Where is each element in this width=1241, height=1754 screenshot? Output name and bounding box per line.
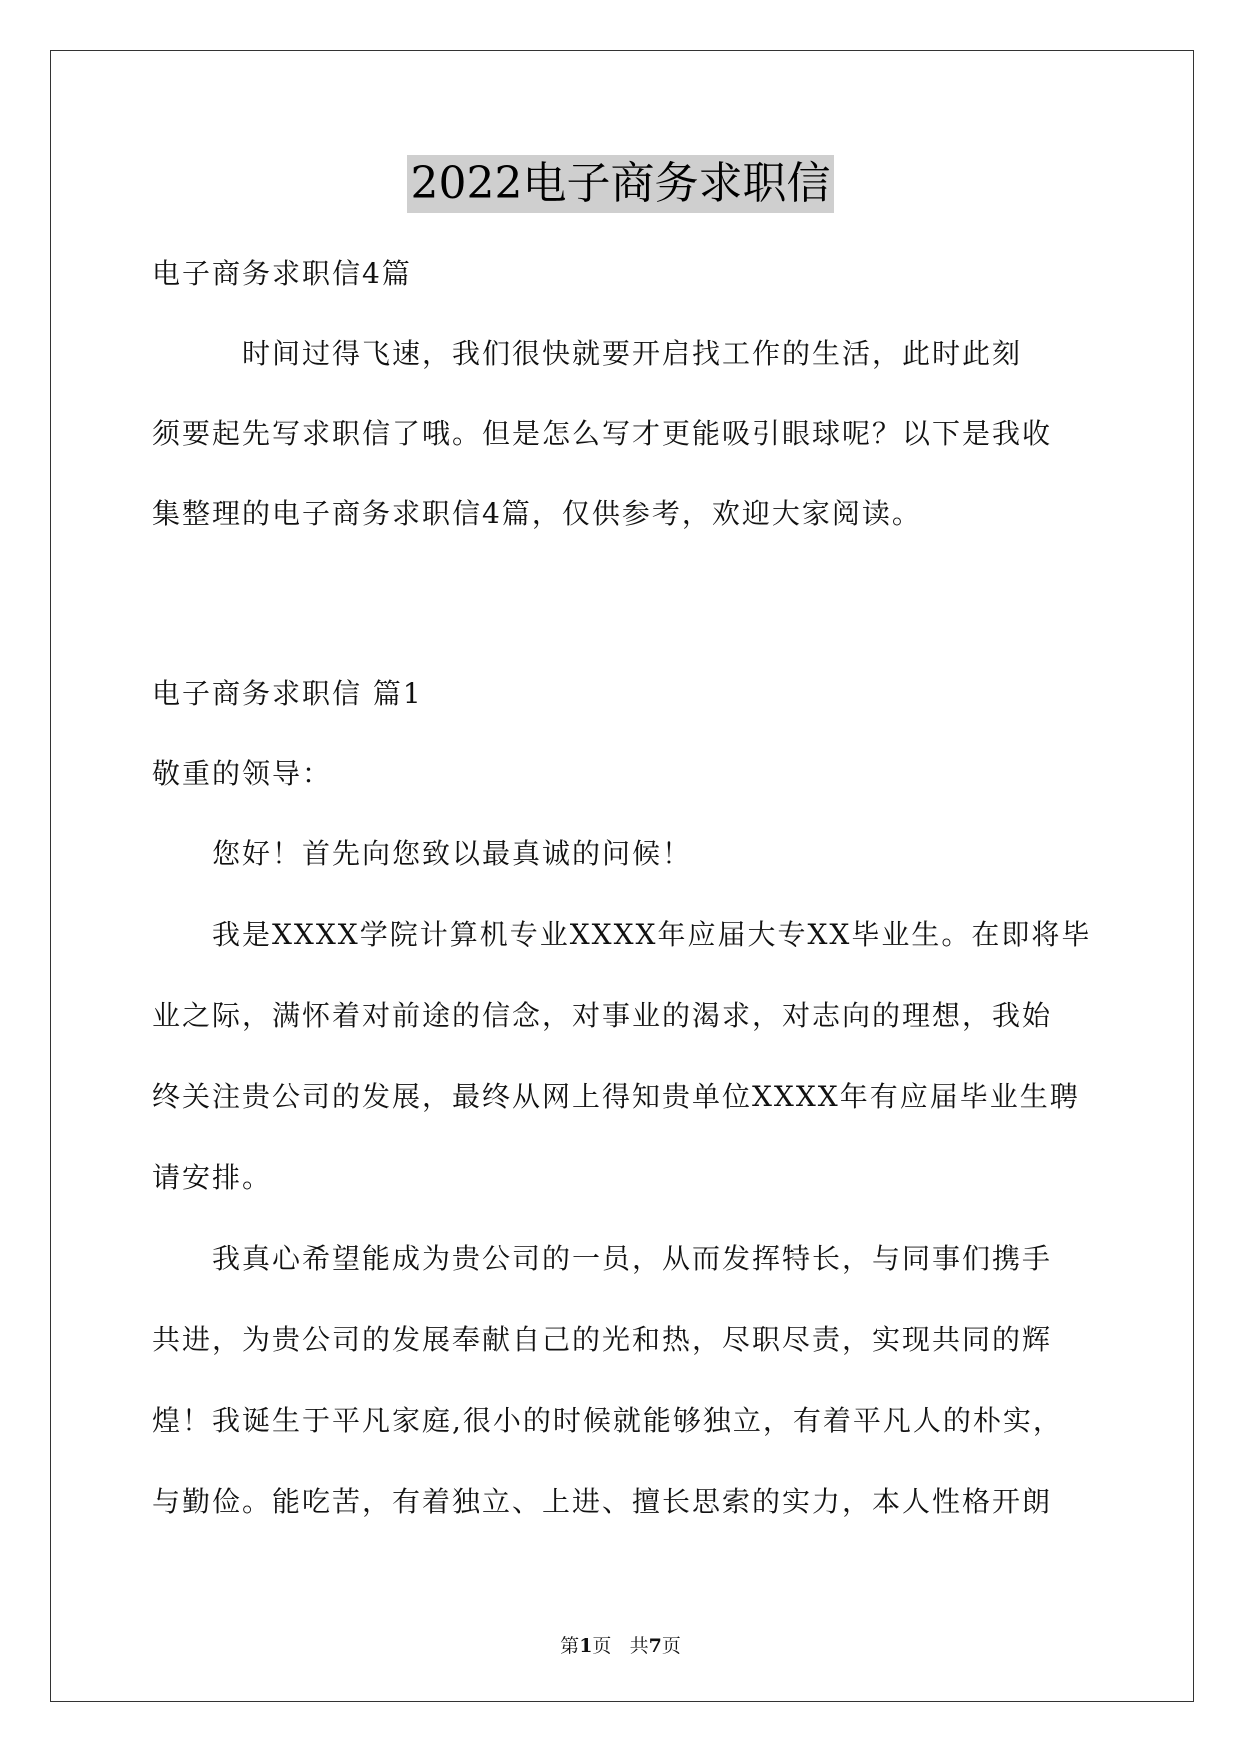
text-line: 时间过得飞速，我们很快就要开启找工作的生活，此时此刻 <box>152 337 1023 370</box>
page-border <box>50 50 1194 1702</box>
page-footer <box>0 1634 1241 1658</box>
text-line: 煌！我诞生于平凡家庭,很小的时候就能够独立，有着平凡人的朴实， <box>152 1404 1063 1437</box>
footer-page-number: 1 <box>579 1635 593 1657</box>
footer-total-prefix: 共 <box>629 1635 649 1657</box>
salutation: 敬重的领导： <box>152 757 333 790</box>
text-line: 与勤俭。能吃苦，有着独立、上进、擅长思索的实力，本人性格开朗 <box>152 1485 1053 1518</box>
footer-total-pages: 7 <box>648 1635 662 1657</box>
title-container <box>0 155 1241 213</box>
text-line: 您好！首先向您致以最真诚的问候！ <box>152 837 693 870</box>
text-line: 集整理的电子商务求职信4篇，仅供参考，欢迎大家阅读。 <box>152 497 922 530</box>
text-line: 须要起先写求职信了哦。但是怎么写才更能吸引眼球呢？以下是我收 <box>152 417 1053 450</box>
text-line: 业之际，满怀着对前途的信念，对事业的渴求，对志向的理想，我始 <box>152 999 1053 1032</box>
document-title: 2022电子商务求职信 <box>407 155 835 213</box>
footer-page-suffix: 页 <box>592 1635 612 1657</box>
section-heading: 电子商务求职信 篇1 <box>152 677 423 710</box>
text-line: 请安排。 <box>152 1161 273 1194</box>
footer-page-prefix: 第 <box>560 1635 580 1657</box>
text-line: 电子商务求职信4篇 <box>152 257 412 290</box>
text-line: 我真心希望能成为贵公司的一员，从而发挥特长，与同事们携手 <box>152 1242 1053 1275</box>
text-line: 终关注贵公司的发展，最终从网上得知贵单位XXXX年有应届毕业生聘 <box>152 1080 1080 1113</box>
footer-total-suffix: 页 <box>661 1635 681 1657</box>
text-line: 我是XXXX学院计算机专业XXXX年应届大专XX毕业生。在即将毕 <box>152 918 1092 951</box>
text-line: 共进，为贵公司的发展奉献自己的光和热，尽职尽责，实现共同的辉 <box>152 1323 1053 1356</box>
